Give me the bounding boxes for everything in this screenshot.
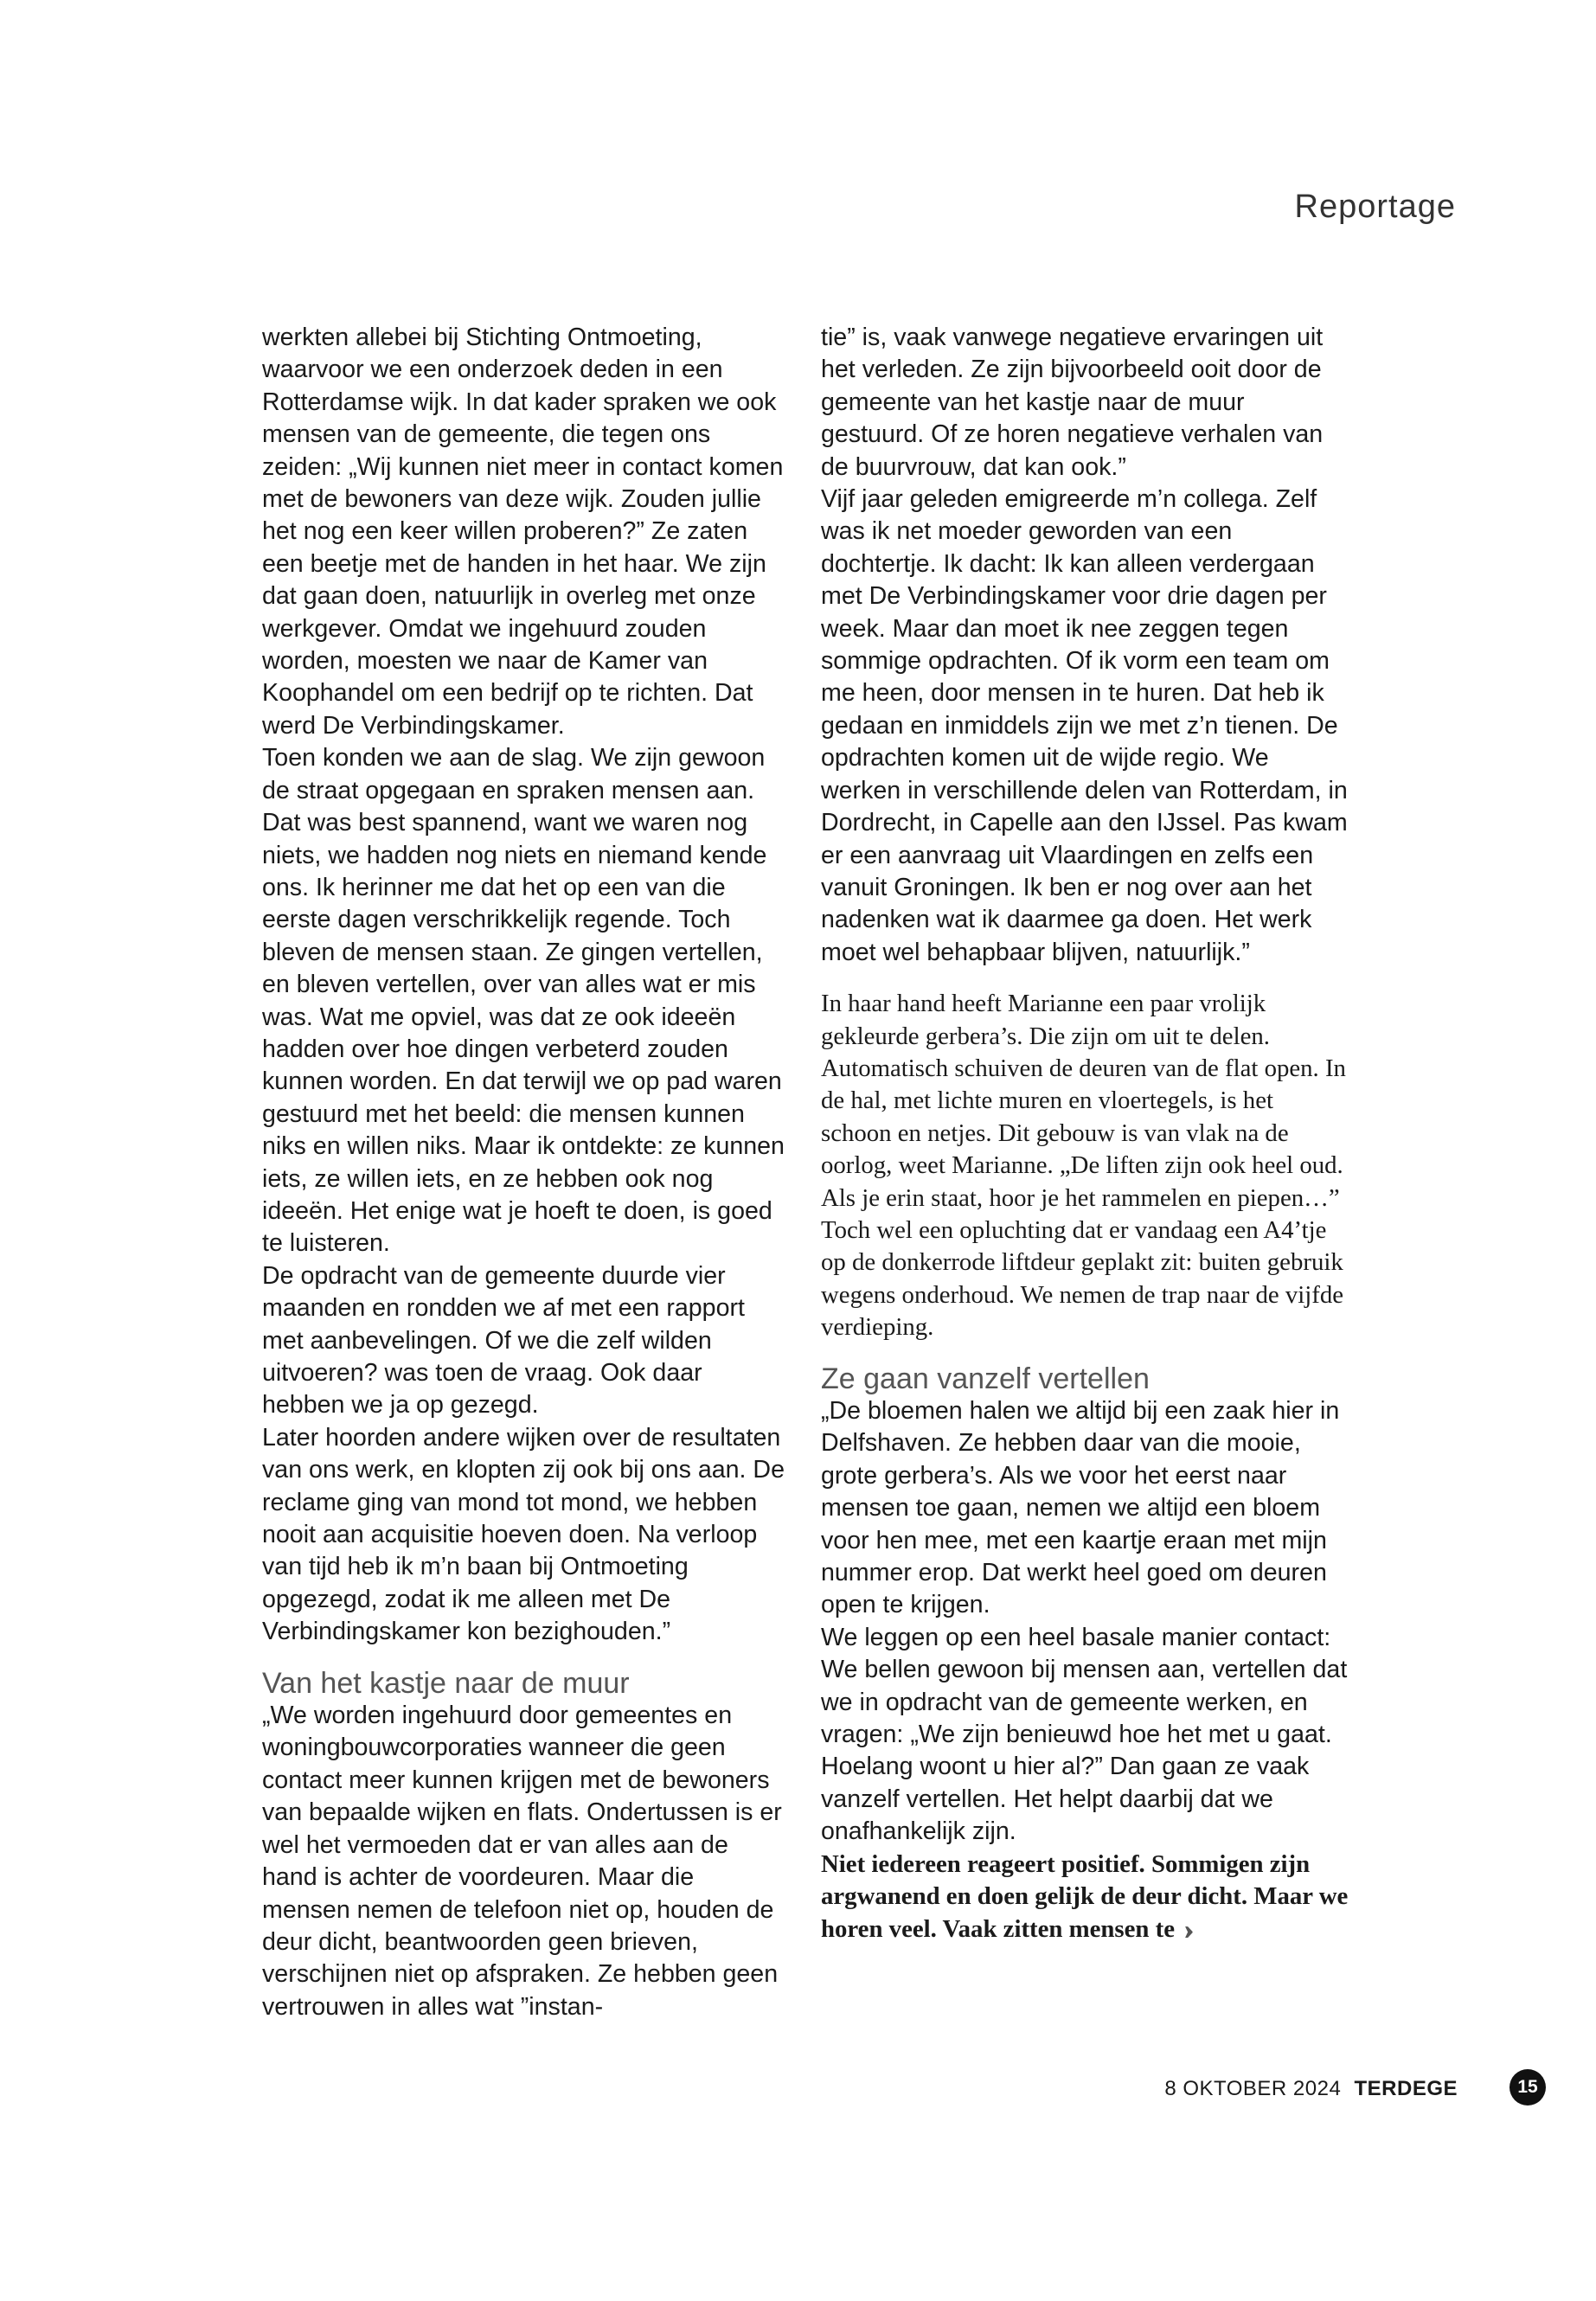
body-paragraph: Toen konden we aan de slag. We zijn gewoon de straat opgegaan en spraken mensen aan. Dat was best spannend, want we waren nog niets, we hadden nog niets en niemand kende ons. Ik herinner me dat het op een van die eerste dagen verschrikkelijk regende. Toch bleven de mensen staan. Ze gingen vertellen, en bleven vertellen, over van alles wat er mis was. Wat me opviel, was dat ze ook ideeën hadden over hoe dingen verbeterd zouden kunnen worden. En dat terwijl we op pad waren gestuurd met het beeld: die mensen kunnen niks en willen niks. Maar ik ontdekte: ze kunnen iets, ze willen iets, en ze hebben ook nog ideeën. Het enige wat je hoeft te doen, is goed te luisteren. [262, 744, 785, 1258]
body-paragraph: „De bloemen halen we altijd bij een zaak hier in Delfshaven. Ze hebben daar van die mooie, grote gerbera’s. Als we voor het eerst naar mensen toe gaan, nemen we altijd een bloem voor hen mee, met een kaartje eraan met mijn nummer erop. Dat werkt heel goed om deuren open te krijgen. [821, 1397, 1340, 1619]
body-paragraph: De opdracht van de gemeente duurde vier maanden en rondden we af met een rapport met aanbevelingen. Of we die zelf wilden uitvoeren? was toen de vraag. Ook daar hebben we ja op gezegd. [262, 1261, 745, 1420]
body-paragraph: werkten allebei bij Stichting Ontmoeting, waarvoor we een onderzoek deden in een Rotterdamse wijk. In dat kader spraken we ook mensen van de gemeente, die tegen ons zeiden: „Wij kunnen niet meer in contact komen met de bewoners van deze wijk. Zouden jullie het nog een keer willen proberen?” Ze zaten een beetje met de handen in het haar. We zijn dat gaan doen, natuurlijk in overleg met onze werkgever. Omdat we ingehuurd zouden worden, moesten we naar de Kamer van Koophandel om een bedrijf op te richten. Dat werd De Verbindingskamer. [262, 324, 784, 740]
footer [1164, 2077, 1458, 2101]
right-column [821, 322, 1349, 1945]
page-number: 15 [1509, 2069, 1546, 2106]
double-chevron-right-icon: ›› [1183, 1913, 1186, 1945]
subheading-vertellen: Ze gaan vanzelf vertellen [821, 1362, 1150, 1395]
issue-date: 8 OKTOBER 2024 [1164, 2077, 1342, 2100]
section-label: Reportage [1294, 189, 1456, 225]
bold-teaser [821, 1849, 1349, 1945]
serif-paragraph: In haar hand heeft Marianne een paar vrolijk gekleurde gerbera’s. Die zijn om uit te delen. Automatisch schuiven de deuren van de flat open. In de hal, met lichte muren en vloertegels, is het schoon en netjes. Dit gebouw is van vlak na de oorlog, weet Marianne. „De liften zijn ook heel oud. Als je erin staat, hoor je het rammelen en piepen…” [821, 990, 1346, 1212]
subheading-kastje: Van het kastje naar de muur [262, 1666, 630, 1700]
body-paragraph: Vijf jaar geleden emigreerde m’n collega. Zelf was ik net moeder geworden van een dochtertje. Ik dacht: Ik kan alleen verdergaan met De Verbindingskamer voor drie dagen per week. Maar dan moet ik nee zeggen tegen sommige opdrachten. Of ik vorm een team om me heen, door mensen in te huren. Dat heb ik gedaan en inmiddels zijn we met z’n tienen. De opdrachten komen uit de wijde regio. We werken in verschillende delen van Rotterdam, in Dordrecht, in Capelle aan den IJssel. Pas kwam er een aanvraag uit Vlaardingen en zelfs een vanuit Groningen. Ik ben er nog over aan het nadenken wat ik daarmee ga doen. Het werk moet wel behapbaar blijven, natuurlijk.” [821, 485, 1348, 966]
bold-teaser-text: Niet iedereen reageert positief. Sommigen zijn argwanend en doen gelijk de deur dicht. Maar we horen veel. Vaak zitten mensen te [821, 1849, 1349, 1943]
magazine-name: TERDEGE [1354, 2077, 1458, 2100]
body-paragraph: „We worden ingehuurd door gemeentes en woningbouwcorporaties wanneer die geen contact meer kunnen krijgen met de bewoners van bepaalde wijken en flats. Ondertussen is er wel het vermoeden dat er van alles aan de hand is achter de voordeuren. Maar die mensen nemen de telefoon niet op, houden de deur dicht, beantwoorden geen brieven, verschijnen niet op afspraken. Ze hebben geen vertrouwen in alles wat ”instan- [262, 1702, 782, 2021]
left-column [262, 322, 785, 2023]
body-paragraph: tie” is, vaak vanwege negatieve ervaringen uit het verleden. Ze zijn bijvoorbeeld ooit door de gemeente van het kastje naar de muur gestuurd. Of ze horen negatieve verhalen van de buurvrouw, dat kan ook.” [821, 324, 1324, 481]
serif-paragraph: Toch wel een opluchting dat er vandaag een A4’tje op de donkerrode liftdeur geplakt zit: buiten gebruik wegens onderhoud. We nemen de trap naar de vijfde verdieping. [821, 1215, 1344, 1342]
body-paragraph: We leggen op een heel basale manier contact: We bellen gewoon bij mensen aan, vertellen dat we in opdracht van de gemeente werken, en vragen: „We zijn benieuwd hoe het met u gaat. Hoelang woont u hier al?” Dan gaan ze vaak vanzelf vertellen. Het helpt daarbij dat we onafhankelijk zijn. [821, 1623, 1348, 1846]
body-paragraph: Later hoorden andere wijken over de resultaten van ons werk, en klopten zij ook bij ons aan. De reclame ging van mond tot mond, we hebben nooit aan acquisitie hoeven doen. Na verloop van tijd heb ik m’n baan bij Ontmoeting opgezegd, zodat ik me alleen met De Verbindingskamer kon bezighouden.” [262, 1423, 785, 1646]
